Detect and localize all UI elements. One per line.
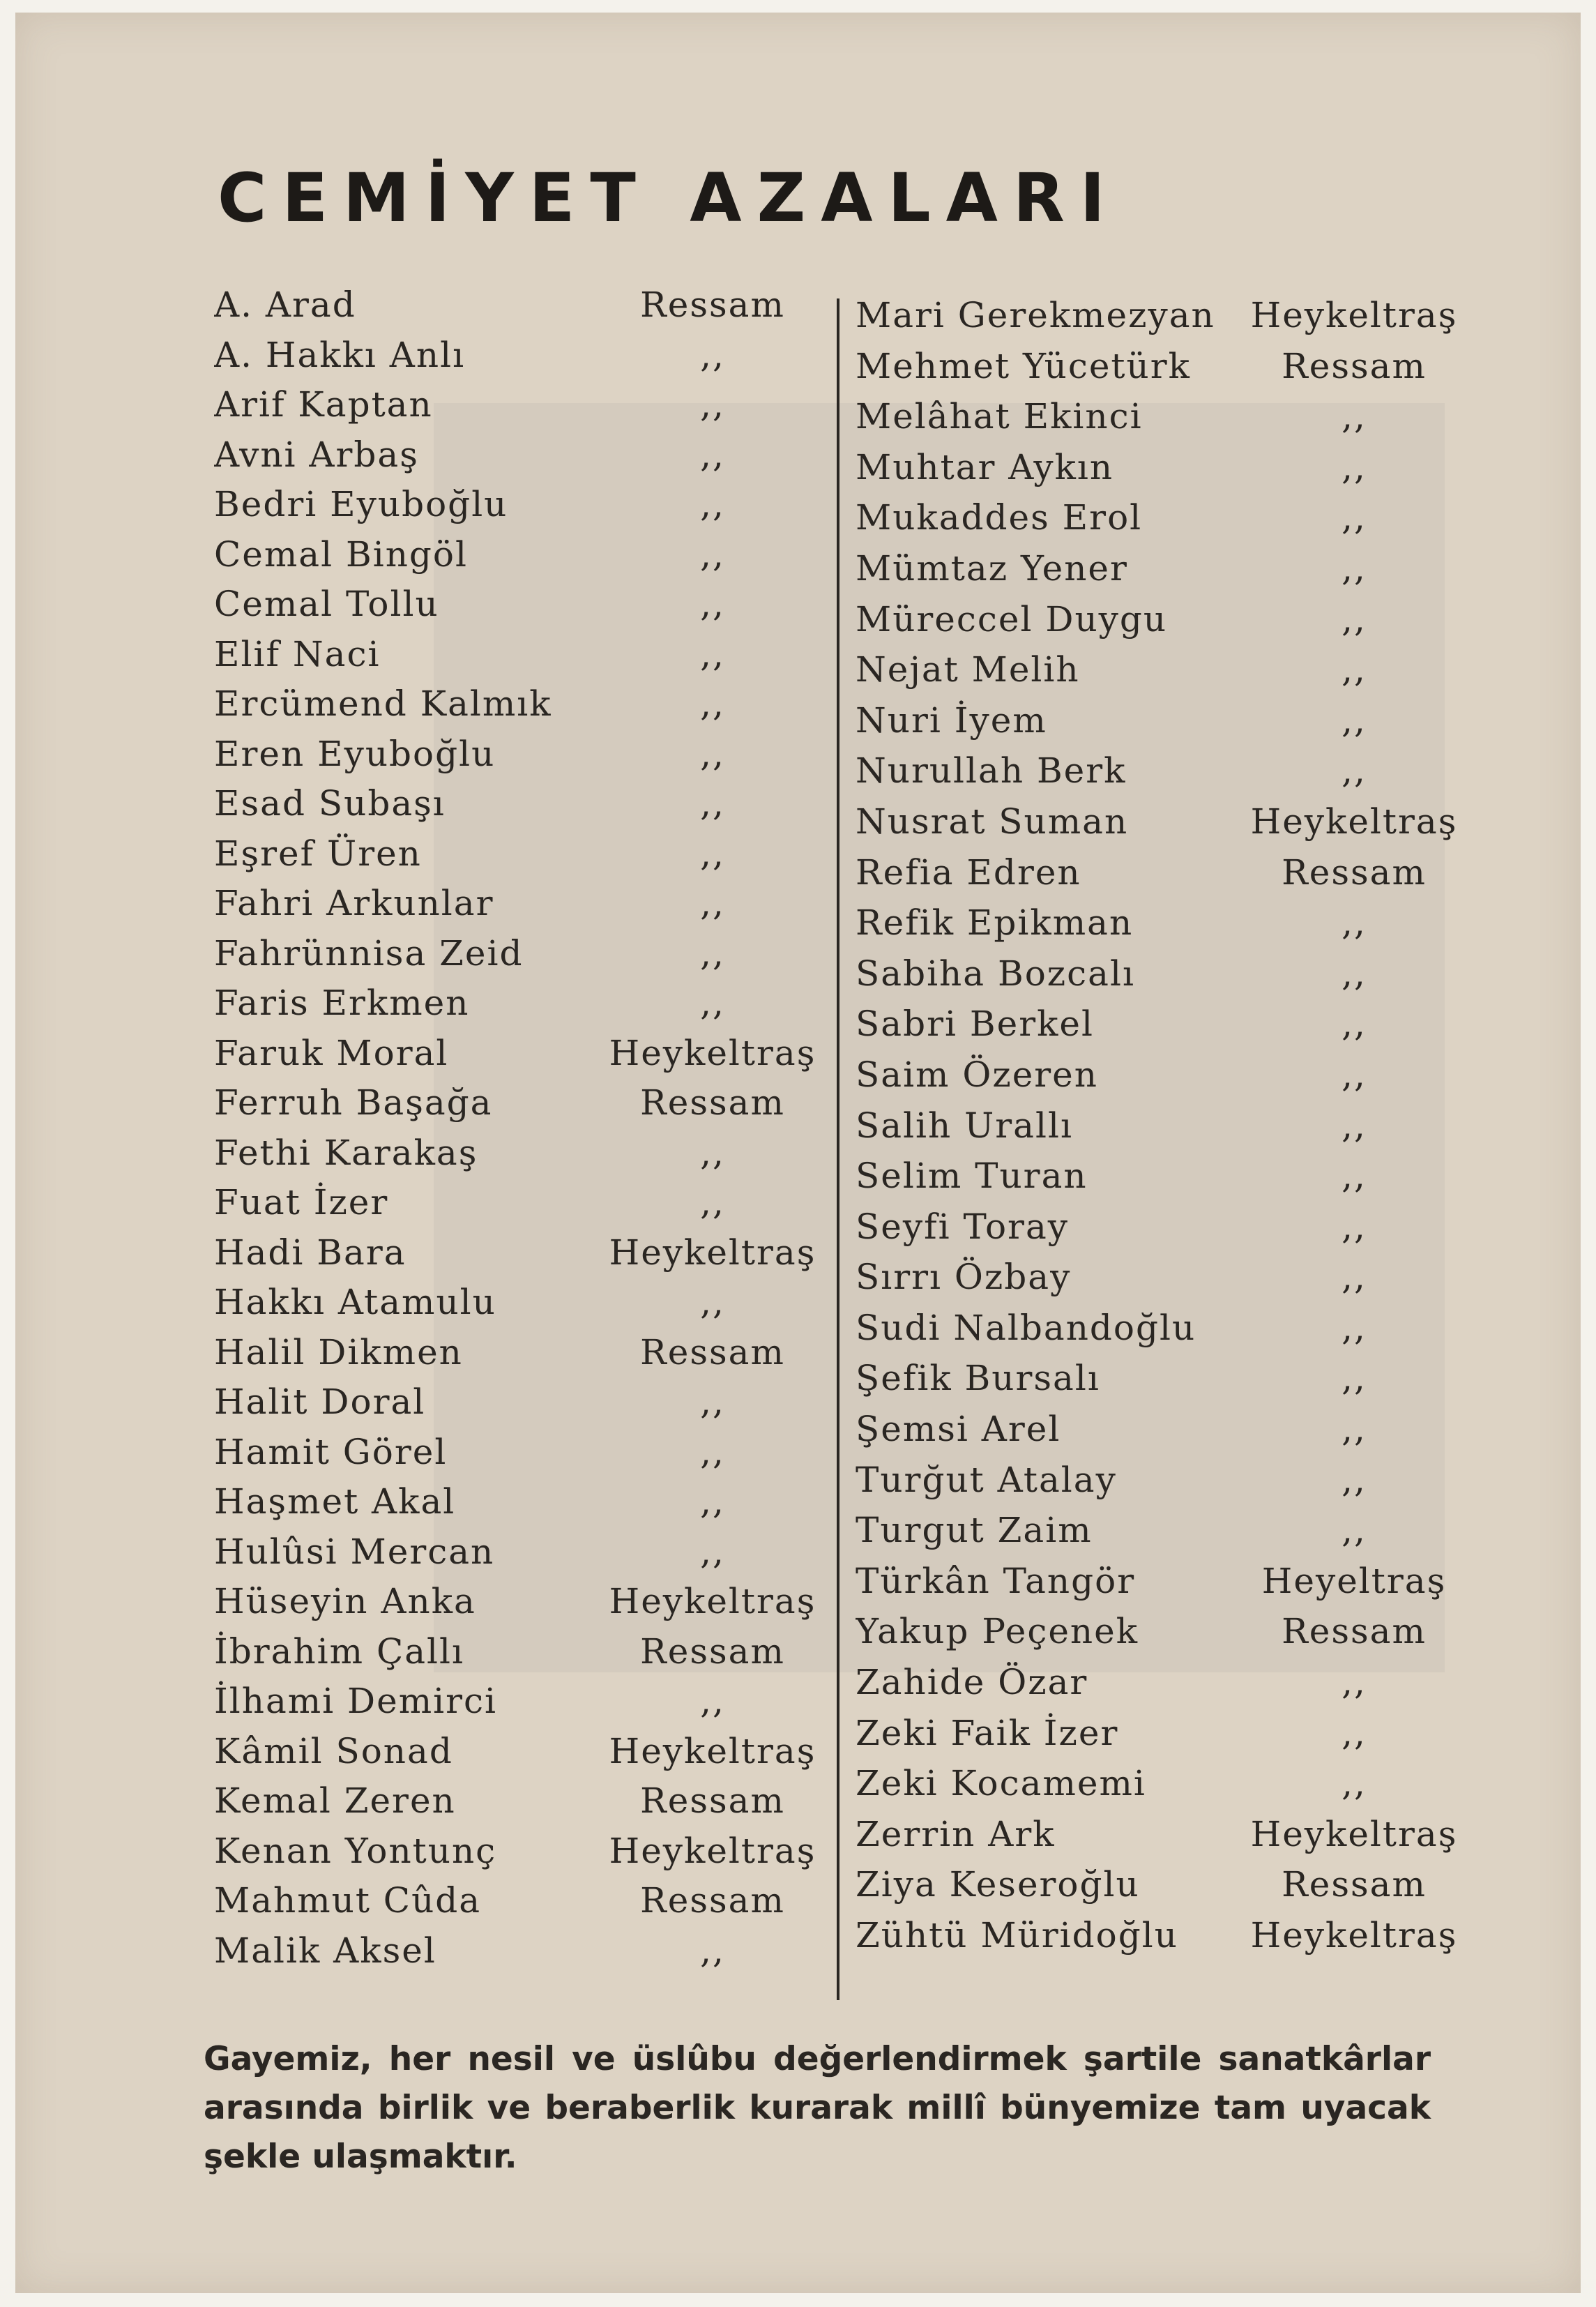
member-profession: ,,	[700, 932, 725, 974]
member-profession: ,,	[1342, 1763, 1367, 1804]
member-name: Halil Dikmen	[214, 1331, 463, 1372]
member-row	[856, 953, 1469, 1004]
member-row	[214, 1531, 828, 1582]
member-profession: Heykeltraş	[1250, 1915, 1458, 1956]
member-row	[856, 852, 1469, 903]
member-name: Halit Doral	[214, 1382, 426, 1422]
member-row	[214, 1930, 828, 1981]
member-row	[856, 700, 1469, 751]
member-row	[214, 1481, 828, 1531]
member-name: Mahmut Cûda	[214, 1880, 482, 1921]
member-profession: ,,	[1342, 396, 1367, 437]
member-name: Ferruh Başağa	[214, 1082, 493, 1123]
member-row	[856, 1054, 1469, 1105]
member-profession: Ressam	[640, 285, 785, 325]
member-name: Faruk Moral	[214, 1032, 449, 1073]
member-profession: ,,	[700, 1282, 725, 1322]
member-profession: ,,	[1342, 1459, 1367, 1500]
member-name: Fuat İzer	[214, 1182, 389, 1223]
member-profession: Heykeltraş	[609, 1032, 816, 1073]
member-name: A. Hakkı Anlı	[214, 334, 466, 375]
member-name: Kâmil Sonad	[214, 1730, 453, 1771]
member-row	[856, 1257, 1469, 1308]
member-profession: ,,	[1342, 497, 1367, 538]
member-row	[214, 484, 828, 534]
member-profession: ,,	[700, 1382, 725, 1422]
member-name: Zeki Faik İzer	[856, 1712, 1119, 1753]
member-row	[214, 1631, 828, 1681]
member-row	[856, 447, 1469, 498]
member-row	[856, 649, 1469, 700]
member-profession: ,,	[1342, 953, 1367, 994]
member-name: Şemsi Arel	[856, 1409, 1061, 1450]
member-name: Nejat Melih	[856, 649, 1080, 690]
member-profession: ,,	[1342, 1054, 1367, 1095]
member-profession: Heykeltraş	[1250, 1813, 1458, 1854]
member-profession: ,,	[1342, 649, 1367, 690]
member-profession: Heykeltraş	[609, 1581, 816, 1621]
member-row	[214, 933, 828, 983]
member-profession: ,,	[700, 434, 725, 475]
member-name: Selim Turan	[856, 1156, 1088, 1197]
member-row	[214, 1182, 828, 1232]
member-name: Turgut Zaim	[856, 1510, 1093, 1551]
member-profession: ,,	[1342, 446, 1367, 487]
member-name: Türkân Tangör	[856, 1560, 1136, 1601]
member-profession: ,,	[1342, 1105, 1367, 1146]
member-name: Hamit Görel	[214, 1431, 448, 1472]
member-name: Elif Naci	[214, 633, 381, 674]
member-profession: Ressam	[640, 1780, 785, 1821]
member-name: Faris Erkmen	[214, 983, 470, 1023]
member-profession: ,,	[700, 783, 725, 824]
member-row	[214, 1133, 828, 1183]
member-profession: ,,	[700, 1930, 725, 1971]
member-name: Malik Aksel	[214, 1930, 436, 1971]
member-row	[856, 750, 1469, 801]
member-row	[214, 584, 828, 634]
member-row	[856, 1763, 1469, 1814]
member-name: Kenan Yontunç	[214, 1830, 497, 1871]
member-row	[214, 384, 828, 434]
member-name: Eşref Üren	[214, 833, 422, 874]
member-name: Kemal Zeren	[214, 1780, 456, 1821]
member-row	[856, 548, 1469, 599]
member-name: Sabri Berkel	[856, 1004, 1094, 1045]
member-row	[214, 1332, 828, 1382]
member-name: Sırrı Özbay	[856, 1257, 1072, 1298]
member-row	[214, 833, 828, 884]
member-name: Mehmet Yücetürk	[856, 345, 1191, 386]
member-row	[856, 1662, 1469, 1713]
member-profession: ,,	[700, 683, 725, 724]
member-row	[214, 434, 828, 485]
member-name: Haşmet Akal	[214, 1481, 456, 1522]
member-name: Nusrat Suman	[856, 801, 1129, 842]
page-title: CEMİYET AZALARI	[218, 159, 1120, 237]
member-profession: Ressam	[1282, 1864, 1427, 1905]
member-profession: ,,	[700, 484, 725, 524]
member-row	[856, 295, 1469, 346]
member-profession: ,,	[700, 733, 725, 774]
member-row	[856, 599, 1469, 650]
member-profession: ,,	[700, 1681, 725, 1721]
member-row	[214, 983, 828, 1033]
member-row	[214, 1731, 828, 1781]
member-profession: ,,	[1342, 1358, 1367, 1399]
member-name: Zeki Kocamemi	[856, 1763, 1146, 1804]
member-profession: Ressam	[1282, 852, 1427, 893]
motto-paragraph: Gayemiz, her nesil ve üslûbu değerlendirmek şartile sanatkârlar arasında birlik ve beraberlik kurarak millî bünyemize tam uyacak şekle ulaşmaktır.	[204, 2040, 1431, 2176]
member-row	[214, 1382, 828, 1432]
member-name: Sudi Nalbandoğlu	[856, 1307, 1196, 1348]
member-name: Esad Subaşı	[214, 783, 446, 824]
member-row	[214, 883, 828, 933]
member-name: Nurullah Berk	[856, 750, 1127, 792]
document-page	[15, 13, 1581, 2293]
member-name: Seyfi Toray	[856, 1206, 1070, 1247]
member-profession: Ressam	[640, 1331, 785, 1372]
member-name: Yakup Peçenek	[856, 1611, 1139, 1652]
member-row	[214, 335, 828, 385]
member-name: Muhtar Aykın	[856, 446, 1114, 487]
member-profession: ,,	[700, 1182, 725, 1223]
member-profession: Heykeltraş	[609, 1830, 816, 1871]
member-name: Arif Kaptan	[214, 384, 433, 425]
member-row	[856, 1814, 1469, 1865]
member-profession: Ressam	[1282, 345, 1427, 386]
member-row	[856, 1358, 1469, 1409]
member-profession: ,,	[700, 833, 725, 874]
member-row	[856, 1409, 1469, 1460]
member-row	[856, 1004, 1469, 1054]
member-name: Melâhat Ekinci	[856, 396, 1143, 437]
member-name: Hadi Bara	[214, 1232, 406, 1273]
member-row	[214, 1581, 828, 1631]
member-row	[856, 1105, 1469, 1156]
member-name: Refik Epikman	[856, 902, 1134, 944]
member-profession: ,,	[1342, 1156, 1367, 1197]
member-profession: ,,	[1342, 1004, 1367, 1045]
member-row	[856, 396, 1469, 447]
member-name: Müreccel Duygu	[856, 598, 1168, 640]
member-name: Mukaddes Erol	[856, 497, 1143, 538]
member-row	[856, 1864, 1469, 1915]
member-row	[214, 285, 828, 335]
member-row	[214, 1681, 828, 1731]
member-name: Turğut Atalay	[856, 1459, 1117, 1500]
member-name: Salih Urallı	[856, 1105, 1073, 1146]
member-row	[214, 1282, 828, 1332]
member-profession: ,,	[1342, 1409, 1367, 1450]
member-profession: ,,	[1342, 750, 1367, 792]
member-name: Refia Edren	[856, 852, 1081, 893]
member-profession: ,,	[1342, 1662, 1367, 1703]
member-name: Fethi Karakaş	[214, 1132, 478, 1173]
members-list-right	[856, 295, 1469, 1966]
member-name: Zühtü Müridoğlu	[856, 1915, 1178, 1956]
column-divider	[837, 298, 839, 2000]
member-name: Avni Arbaş	[214, 434, 419, 475]
member-profession: ,,	[700, 1481, 725, 1522]
member-profession: Heykeltraş	[1250, 801, 1458, 842]
member-name: Nuri İyem	[856, 699, 1047, 741]
member-profession: ,,	[700, 983, 725, 1023]
member-profession: ,,	[700, 1132, 725, 1173]
member-profession: ,,	[1342, 1206, 1367, 1247]
member-name: Bedri Eyuboğlu	[214, 484, 508, 524]
member-name: Mari Gerekmezyan	[856, 295, 1215, 335]
member-row	[856, 902, 1469, 953]
member-row	[214, 1033, 828, 1083]
member-row	[214, 1232, 828, 1283]
member-row	[214, 1780, 828, 1831]
members-list-left	[214, 285, 828, 1980]
member-row	[214, 734, 828, 784]
member-profession: ,,	[1342, 598, 1367, 640]
member-profession: ,,	[1342, 699, 1367, 741]
member-row	[856, 801, 1469, 852]
member-name: Fahri Arkunlar	[214, 883, 494, 923]
member-name: Hüseyin Anka	[214, 1581, 476, 1621]
member-name: Zerrin Ark	[856, 1813, 1056, 1854]
member-row	[856, 1611, 1469, 1662]
member-row	[856, 497, 1469, 548]
member-row	[856, 1713, 1469, 1764]
member-profession: ,,	[1342, 1257, 1367, 1298]
member-profession: ,,	[1342, 1307, 1367, 1348]
member-row	[856, 1915, 1469, 1966]
member-profession: Heykeltraş	[609, 1232, 816, 1273]
member-name: Sabiha Bozcalı	[856, 953, 1135, 994]
member-profession: ,,	[700, 534, 725, 575]
member-name: Cemal Bingöl	[214, 534, 468, 575]
member-name: Ercümend Kalmık	[214, 683, 552, 724]
member-profession: ,,	[700, 384, 725, 425]
member-row	[856, 1460, 1469, 1511]
member-row	[856, 1510, 1469, 1561]
member-name: Saim Özeren	[856, 1054, 1098, 1095]
member-row	[214, 534, 828, 584]
member-name: İlhami Demirci	[214, 1681, 498, 1721]
member-profession: Ressam	[640, 1631, 785, 1672]
member-name: İbrahim Çallı	[214, 1631, 465, 1672]
member-profession: Ressam	[1282, 1611, 1427, 1652]
member-profession: ,,	[1342, 1712, 1367, 1753]
member-row	[214, 1432, 828, 1482]
member-row	[214, 1880, 828, 1930]
member-name: Eren Eyuboğlu	[214, 733, 496, 774]
member-row	[214, 683, 828, 734]
member-profession: ,,	[700, 1431, 725, 1472]
member-name: Mümtaz Yener	[856, 547, 1128, 589]
member-name: Ziya Keseroğlu	[856, 1864, 1140, 1905]
member-row	[856, 1207, 1469, 1257]
member-profession: ,,	[700, 334, 725, 375]
member-name: Hakkı Atamulu	[214, 1282, 496, 1322]
member-row	[214, 783, 828, 833]
member-profession: Ressam	[640, 1880, 785, 1921]
member-profession: ,,	[700, 1531, 725, 1572]
member-profession: ,,	[1342, 902, 1367, 944]
member-name: A. Arad	[214, 285, 356, 325]
member-name: Şefik Bursalı	[856, 1358, 1100, 1399]
member-profession: ,,	[700, 883, 725, 923]
member-profession: ,,	[700, 633, 725, 674]
member-row	[214, 1831, 828, 1881]
member-profession: Ressam	[640, 1082, 785, 1123]
member-row	[856, 1561, 1469, 1612]
member-profession: Heykeltraş	[609, 1730, 816, 1771]
member-name: Hulûsi Mercan	[214, 1531, 495, 1572]
member-row	[856, 1156, 1469, 1207]
member-profession: Heyeltraş	[1261, 1560, 1447, 1601]
member-name: Fahrünnisa Zeid	[214, 932, 524, 974]
member-row	[214, 634, 828, 684]
member-name: Zahide Özar	[856, 1662, 1088, 1703]
member-row	[856, 1308, 1469, 1359]
member-row	[214, 1082, 828, 1133]
member-profession: ,,	[1342, 1510, 1367, 1551]
member-profession: Heykeltraş	[1250, 295, 1458, 335]
member-profession: ,,	[1342, 547, 1367, 589]
member-name: Cemal Tollu	[214, 584, 439, 624]
member-row	[856, 346, 1469, 397]
member-profession: ,,	[700, 584, 725, 624]
